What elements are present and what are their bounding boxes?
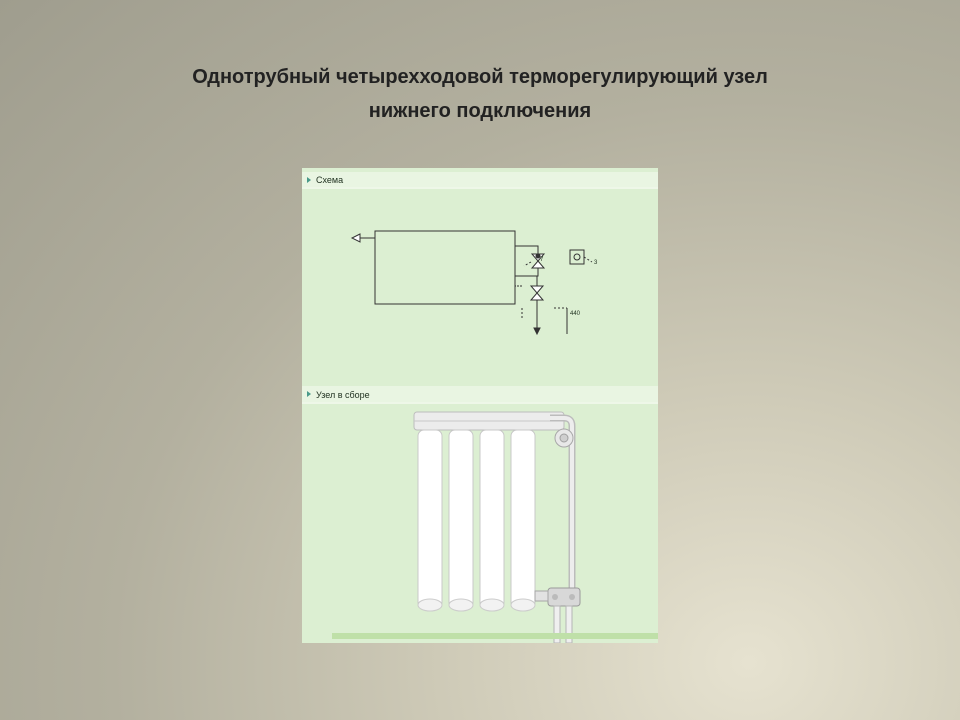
title-line-2: нижнего подключения (368, 100, 592, 122)
label-valve-7: 7 (540, 257, 544, 263)
radiator-box (375, 231, 515, 304)
return-arrow-icon (534, 328, 540, 334)
radiator-section-3 (480, 430, 504, 608)
bypass-pipe (515, 268, 538, 276)
section-base-3 (480, 599, 504, 611)
radiator-figure (302, 168, 658, 643)
valve-connector (535, 591, 548, 601)
scheme-diagram (352, 231, 592, 334)
thermo-head-box-icon (570, 250, 584, 264)
sensor-leader-line (584, 257, 592, 262)
label-dimension-440: 440 (570, 311, 581, 317)
radiator-section-2 (449, 430, 473, 608)
label-sensor-3: 3 (594, 260, 598, 266)
slide-title (80, 60, 880, 128)
scheme-panel-label: Схема (316, 175, 344, 185)
thermo-head-circle-icon (574, 254, 580, 260)
title-line-1: Однотрубный четырехходовой терморегулирующий узел (192, 66, 768, 88)
supply-pipe (515, 246, 538, 254)
scheme-header-strip (302, 172, 658, 187)
dashed-connector (515, 276, 522, 286)
section-base-1 (418, 599, 442, 611)
shutoff-valve-upper-icon (531, 286, 543, 293)
valve-leader-line (524, 262, 531, 266)
section-base-4 (511, 599, 535, 611)
radiator-section-4 (511, 430, 535, 608)
assembly-panel-label: Узел в сборе (316, 390, 370, 400)
floor-strip (332, 633, 658, 639)
figure-graphics (302, 168, 658, 643)
shutoff-valve-lower-icon (531, 293, 543, 300)
radiator-assembly (332, 412, 658, 643)
air-vent-arrow-icon (352, 234, 360, 242)
section-base-2 (449, 599, 473, 611)
radiator-section-1 (418, 430, 442, 608)
